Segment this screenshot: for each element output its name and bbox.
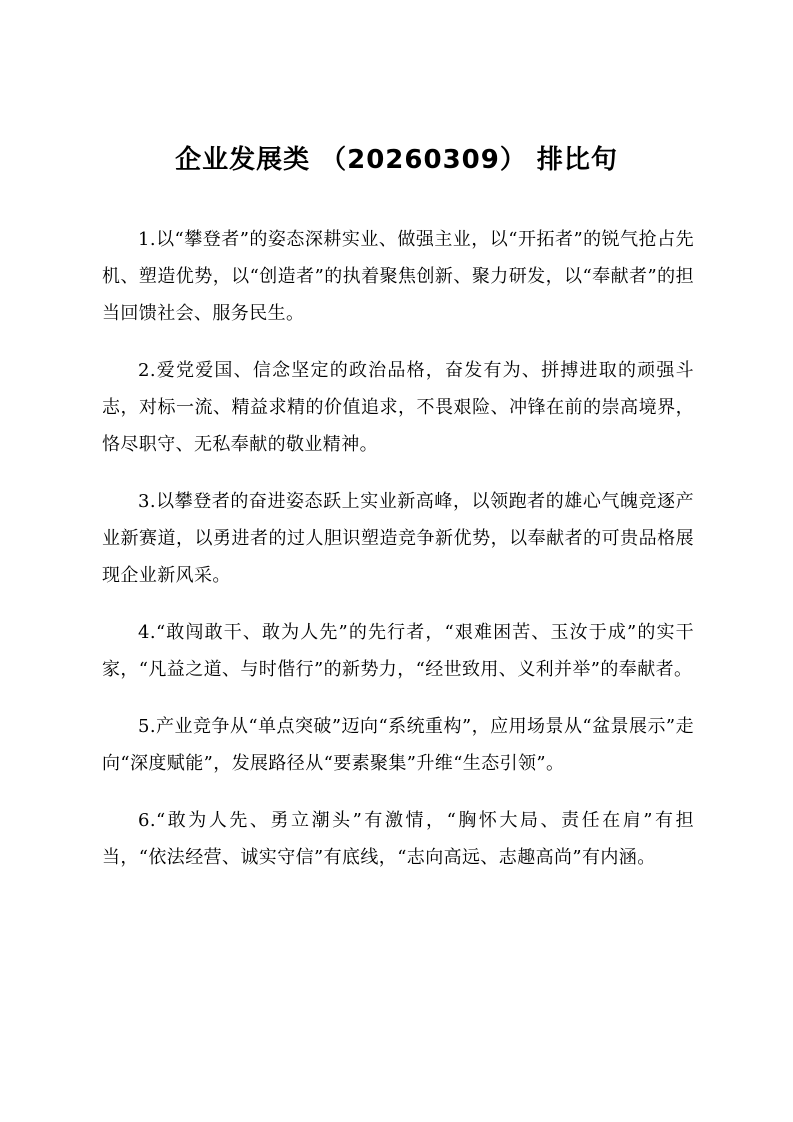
paragraph-1: 1.以“攀登者”的姿态深耕实业、做强主业，以“开拓者”的锐气抢占先机、塑造优势，以“创造者”的执着聚焦创新、聚力研发，以“奉献者”的担当回馈社会、服务民生。 <box>102 229 694 324</box>
document-body <box>102 221 694 896</box>
document-title: 企业发展类 （20260309） 排比句 <box>175 145 618 175</box>
paragraph-3: 3.以攀登者的奋进姿态跃上实业新高峰，以领跑者的雄心气魄竞逐产业新赛道，以勇进者的过人胆识塑造竞争新优势，以奉献者的可贵品格展现企业新风采。 <box>102 491 694 586</box>
paragraph-6: 6.“敢为人先、勇立潮头”有激情，“胸怀大局、责任在肩”有担当，“依法经营、诚实守信”有底线，“志向高远、志趣高尚”有内涵。 <box>102 810 694 868</box>
paragraph-5: 5.产业竞争从“单点突破”迈向“系统重构”，应用场景从“盆景展示”走向“深度赋能”，发展路径从“要素聚集”升维“生态引领”。 <box>102 716 694 774</box>
paragraph-4: 4.“敢闯敢干、敢为人先”的先行者，“艰难困苦、玉汝于成”的实干家，“凡益之道、与时偕行”的新势力，“经世致用、义利并举”的奉献者。 <box>102 622 694 680</box>
paragraph-2: 2.爱党爱国、信念坚定的政治品格，奋发有为、拼搏进取的顽强斗志，对标一流、精益求精的价值追求，不畏艰险、冲锋在前的崇高境界，恪尽职守、无私奉献的敬业精神。 <box>102 360 694 455</box>
